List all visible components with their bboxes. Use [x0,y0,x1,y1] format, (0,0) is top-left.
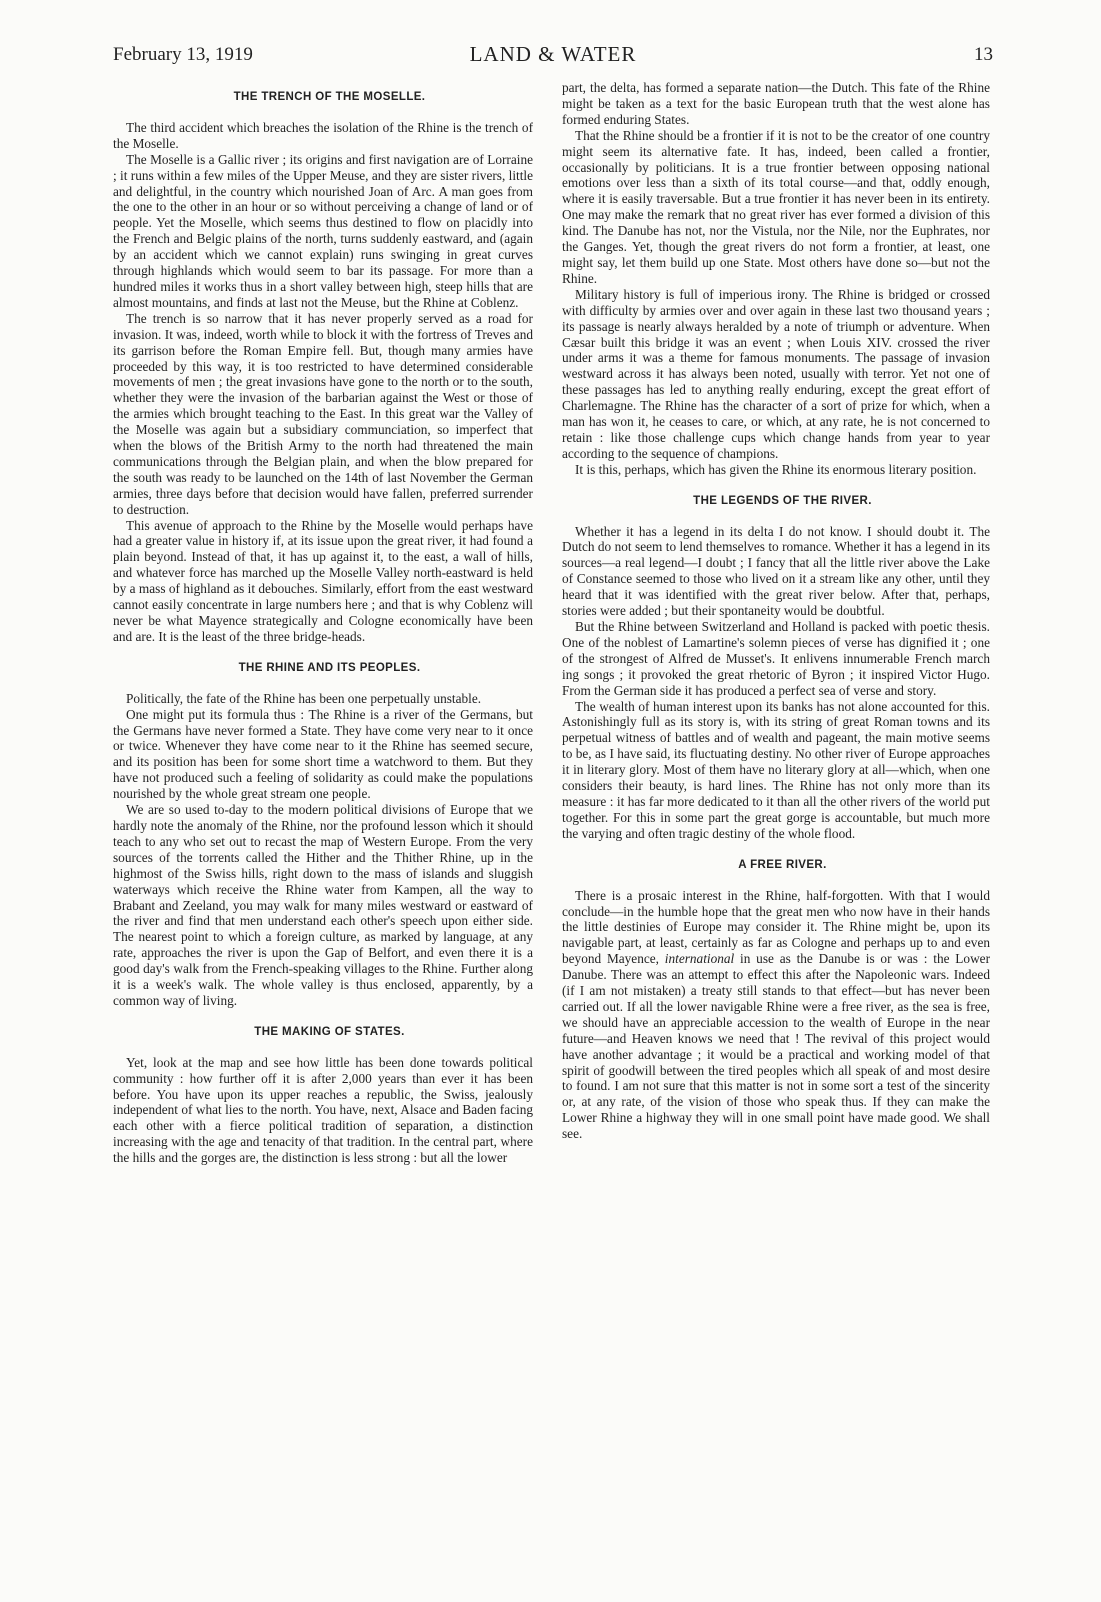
right-column [562,80,990,1585]
page-header [113,40,993,70]
section-heading-states: THE MAKING OF STATES. [254,1025,405,1038]
paragraph: We are so used to-day to the modern political divisions of Europe that we hardly note the anomaly of the Rhine, nor the profound lesson which it should teach to any who set out to recast the map of Western Europe. From the very sources of the torrents called the Hither and the Thither Rhine, up in the highmost of the Swiss hills, right down to the mass of islands and sluggish waterways which receive the Rhine water from Kampen, all the way to Brabant and Zeeland, you may walk for many miles westward or eastward of the river and find that men understand each other's speech upon either side. The nearest point to which a foreign culture, as marked by language, at any rate, approaches the river is upon the Gap of Belfort, and even there it is a good day's walk from the French-speaking villages to the Rhine. Further along it is a week's walk. The whole valley is thus enclosed, apparently, by a common way of living. [113,802,533,1008]
paragraph: The wealth of human interest upon its banks has not alone accounted for this. Astonishingly full as its story is, with its string of great Roman towns and its perpetual witness of battles and of wealth and pageant, the main motive seems to be, as I have said, its fluctuating destiny. No other river of Europe approaches it in literary glory. Most of them have no literary glory at all—which, when one considers their beauty, is hard lines. The Rhine has not only more than its measure : it has far more dedicated to it than all the other rivers of the world put together. For this in some part the great gorge is accountable, but much more the varying and often tragic destiny of the whole flood. [562,698,990,841]
emphasis-international: international [664,951,735,967]
paragraph: Military history is full of imperious irony. The Rhine is bridged or crossed with difficulty by armies over and over again in these last two thousand years ; its passage is nearly always heralded by a note of triumph or adventure. When Cæsar built this bridge it was an event ; when Louis XIV. crossed the river under arms it was a theme for famous monuments. The passage of invasion westward across it has always been noted, usually with terror. Yet not one of these passages has led to anything really enduring, except the great effort of Charlemagne. The Rhine has the character of a sort of prize for which, when a man has won it, he ceases to care, or which, at any rate, he is not concerned to retain : like those challenge cups which change hands from year to year according to the sequence of champions. [562,286,990,461]
paragraph-part: in use as the Danube is or was : the Lower Danube. There was an attempt to effect this after the Napoleonic wars. Indeed (if I am not mistaken) a treaty still stands to that effect—but has never been carried out. If all the lower navigable Rhine were a free river, as the sea is free, we should have an appreciable accession to the wealth of Europe in the near future—and Heaven knows we need that ! The revival of this project would have another advantage ; it would be a practical and working model of that spirit of goodwill between the tired peoples which all speak of and most desire to found. I am not sure that this matter is not in some sort a test of the sincerity or, at any rate, of the vision of those who speak thus. If they can make the Lower Rhine a highway they will in one small point have made good. We shall see. [562,951,990,1142]
left-column [113,80,533,1585]
paragraph: But the Rhine between Switzerland and Holland is packed with poetic thesis. One of the noblest of Lamartine's solemn pieces of verse has dignified it ; one of the strongest of Alfred de Musset's. It enlivens innumerable French march ing songs ; it provoked the great rhetoric of Byron ; it inspired Victor Hugo. From the German side it has produced a perfect sea of verse and story. [562,619,990,698]
paragraph: One might put its formula thus : The Rhine is a river of the Germans, but the Germans have never formed a State. They have come very near to it once or twice. Whenever they have come near to it the Rhine has seemed secure, and its position has been for some short time a watchword to them. But they have not produced such a feeling of solidarity as could make the populations nourished by the whole great stream one people. [113,706,533,802]
publication-title: LAND & WATER [469,42,637,66]
section-heading-legends: THE LEGENDS OF THE RIVER. [693,494,872,507]
section-heading-trench: THE TRENCH OF THE MOSELLE. [233,91,426,103]
paragraph: That the Rhine should be a frontier if it is not to be the creator of one country might seem its alternative fate. It has, indeed, been called a frontier, occasionally by politicians. It is a true frontier between opposing national emotions over less than a sixth of its total course—and that, oddly enough, where it is easily traversable. But a true frontier it has never been in its entirety. One may make the remark that no great river has ever formed a division of this kind. The Danube has not, nor the Vistula, nor the Nile, nor the Euphrates, nor the Ganges. Yet, though the great rivers do not form a frontier, at least, one might say, let them build up one State. Most others have done so—but not the Rhine. [562,127,990,286]
section-heading-peoples: THE RHINE AND ITS PEOPLES. [238,661,421,674]
paragraph-part: There is a prosaic interest in the Rhine, half-forgotten. With that I would conclude—in the humble hope that the great men who now have in their hands the little destinies of Europe may consider it. The Rhine might be, upon its navigable part, at least, certainly as far as Cologne and perhaps up to and even beyond Mayence, [562,887,990,967]
section-heading-free-river: A FREE RIVER. [738,858,827,871]
paragraph: The third accident which breaches the isolation of the Rhine is the trench of the Moselle. [113,119,533,151]
paragraph [562,888,990,1143]
paragraph: It is this, perhaps, which has given the Rhine its enormous literary position. [575,461,977,477]
paragraph: part, the delta, has formed a separate nation—the Dutch. This fate of the Rhine might be taken as a text for the basic European truth that the west alone has formed enduring States. [562,80,990,127]
issue-date: February 13, 1919 [113,44,253,65]
paragraph: The trench is so narrow that it has never properly served as a road for invasion. It was, indeed, worth while to block it with the fortress of Treves and its garrison before the Roman Empire fell. But, though many armies have proceeded by this way, it is too restricted to have determined considerable movements of men ; the great invasions have gone to the north or to the south, whether they were the invasion of the barbarian against the West or those of the armies which brought teaching to the East. In this great war the Valley of the Moselle was again but a subsidiary communciation, so imperfect that when the blows of the British Army to the north had threatened the main communications through the Belgian plain, and when the blow prepared for the south was ready to be launched on the 14th of last November the German armies, three days before that decision would have fallen, preferred surrender to destruction. [113,310,533,517]
paragraph: Whether it has a legend in its delta I do not know. I should doubt it. The Dutch do not seem to lend themselves to romance. Whether it has a legend in its sources—a real legend—I doubt ; I fancy that all the little river above the Lake of Constance seemed to those who lived on it a stream like any other, until they heard that it was identified with the great river below. After that, perhaps, stories were added ; but their spontaneity would be doubtful. [562,523,990,619]
paragraph: Politically, the fate of the Rhine has been one perpetually unstable. [126,690,482,706]
paragraph: The Moselle is a Gallic river ; its origins and first navigation are of Lorraine ; it runs within a few miles of the Upper Meuse, and they are sister rivers, little and delightful, in the country which nourished Joan of Arc. A man goes from the one to the other in an hour or so without perceiving a change of land or of people. Yet the Moselle, which seems thus destined to flow on placidly into the French and Belgic plains of the north, turns suddenly eastward, and (again by an accident which we cannot explain) runs swinging in great curves through highlands which would seem to bar its passage. For more than a hundred miles it works thus in a short valley between high, steep hills that are almost mountains, and finds at last not the Meuse, but the Rhine at Coblenz. [113,151,533,310]
page-number: 13 [974,44,993,65]
paragraph: This avenue of approach to the Rhine by the Moselle would perhaps have had a greater value in history if, at its issue upon the great river, it had found a plain beyond. Instead of that, it has up against it, to the east, a wall of hills, and whatever force has marched up the Moselle Valley north-eastward is held by a mass of highland as it debouches. Similarly, effort from the east westward cannot easily concentrate in large numbers here ; and that is why Coblenz will never be what Mayence strategically and Cologne economically have been and are. It is the least of the three bridge-heads. [113,517,533,644]
paragraph: Yet, look at the map and see how little has been done towards political community : how further off it is after 2,000 years than ever it has been before. You have upon its upper reaches a republic, the Swiss, jealously independent of what lies to the north. You have, next, Alsace and Baden facing each other with a fierce political tradition of separation, a distinction increasing with the age and tenacity of that tradition. In the central part, where the hills and the gorges are, the distinction is less strong : but all the lower [113,1054,533,1166]
